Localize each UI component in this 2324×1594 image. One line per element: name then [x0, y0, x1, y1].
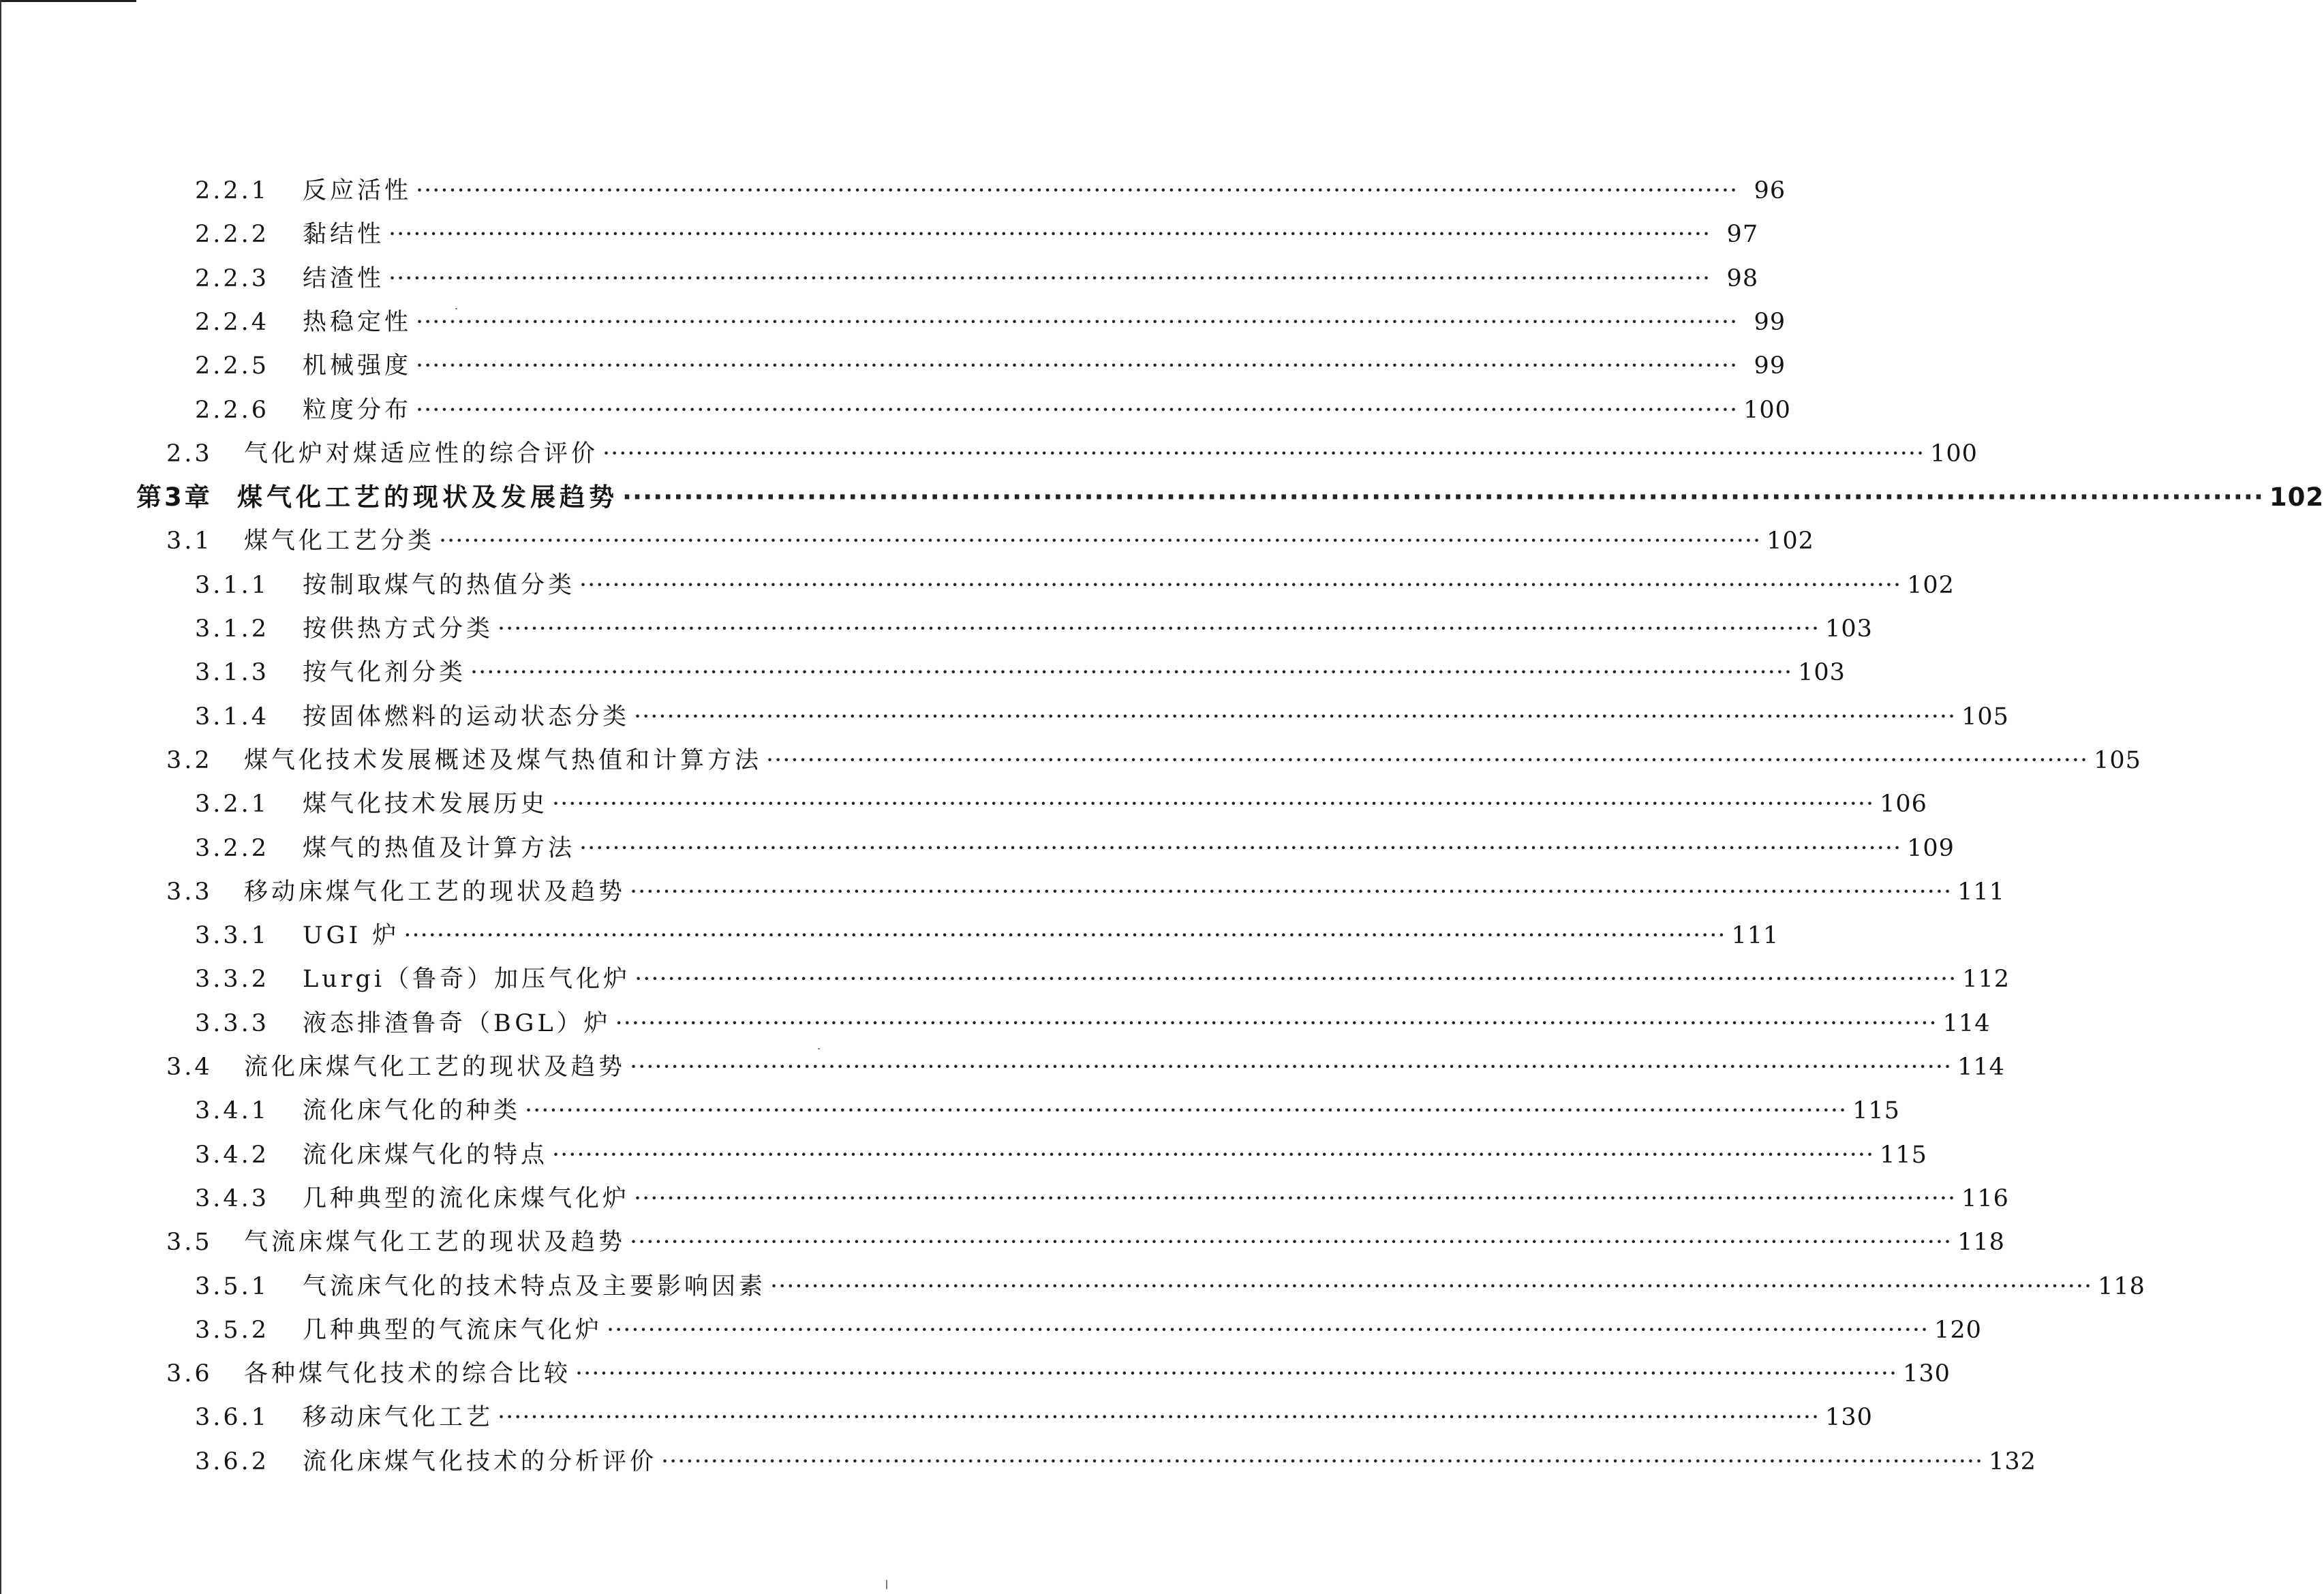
toc-entry-page-number: 132: [1989, 1448, 2036, 1475]
dot-leader: ································································································································································: [634, 1185, 1957, 1212]
toc-entry-number: 3.2.2: [195, 835, 270, 862]
toc-entry[interactable]: [195, 260, 1759, 298]
toc-entry-number: 3.4.2: [195, 1141, 270, 1169]
toc-entry-number: 3.5.1: [195, 1273, 270, 1300]
dot-leader: ································································································································································: [552, 1141, 1875, 1169]
toc-entry-page-number: 103: [1798, 659, 1846, 686]
dot-leader: ································································································································································: [388, 265, 1711, 292]
dot-leader: ································································································································································: [575, 1360, 1898, 1388]
scan-speck: [886, 1580, 887, 1589]
toc-entry-page-number: 118: [2098, 1273, 2145, 1300]
toc-entry[interactable]: [195, 172, 1786, 210]
toc-entry-number: 2.2.6: [195, 397, 270, 424]
toc-entry-number: 3.5.2: [195, 1317, 270, 1344]
dot-leader: ································································································································································: [634, 966, 1957, 993]
toc-entry-page-number: 98: [1726, 265, 1759, 292]
toc-chapter-entry[interactable]: [136, 478, 2324, 517]
toc-entry-page-number: 114: [1957, 1054, 2005, 1081]
toc-entry-page-number: 100: [1743, 397, 1791, 424]
toc-entry-title: UGI 炉: [303, 922, 400, 949]
dot-leader: ································································································································································: [470, 659, 1793, 686]
toc-entry[interactable]: [195, 785, 1927, 823]
toc-entry-page-number: 114: [1942, 1010, 1991, 1037]
toc-entry-number: 2.2.5: [195, 352, 270, 380]
dot-leader: ································································································································································: [661, 1448, 1984, 1475]
toc-entry-number: 3.4.1: [195, 1097, 270, 1124]
toc-entry[interactable]: [195, 829, 1955, 868]
toc-entry[interactable]: [195, 347, 1786, 385]
toc-entry[interactable]: [166, 435, 1978, 473]
toc-entry-number: 3.3.1: [195, 922, 270, 949]
dot-leader: ································································································································································: [498, 615, 1820, 643]
toc-entry[interactable]: [195, 960, 2010, 998]
toc-entry-title: 热稳定性: [303, 309, 412, 336]
top-edge-rule: [0, 0, 136, 2]
toc-entry[interactable]: [166, 1048, 2005, 1086]
toc-entry[interactable]: [166, 522, 1814, 560]
toc-entry-title: 几种典型的气流床气化炉: [303, 1317, 603, 1344]
dot-leader: ································································································································································: [579, 835, 1902, 862]
toc-entry-page-number: 105: [2094, 747, 2141, 774]
toc-entry[interactable]: [195, 1311, 1982, 1349]
toc-entry[interactable]: [195, 1398, 1873, 1437]
dot-leader: ································································································································································: [525, 1097, 1848, 1124]
toc-entry-page-number: 99: [1754, 309, 1786, 336]
toc-entry-number: 2.2.3: [195, 265, 270, 292]
toc-entry-number: 3.2.1: [195, 791, 270, 818]
left-page-edge: [0, 0, 1, 1594]
toc-entry-title: 按供热方式分类: [303, 615, 494, 643]
toc-entry-title: 几种典型的流化床煤气化炉: [303, 1185, 630, 1212]
toc-entry-page-number: 105: [1961, 703, 2009, 731]
toc-entry-title: 气流床气化的技术特点及主要影响因素: [303, 1273, 767, 1300]
dot-leader: ································································································································································: [622, 482, 2264, 512]
toc-entry-title: 按制取煤气的热值分类: [303, 572, 576, 599]
toc-entry-number: 3.1.4: [195, 703, 270, 731]
toc-entry-number: 2.3: [166, 440, 213, 468]
dot-leader: ································································································································································: [770, 1273, 2093, 1300]
dot-leader: ································································································································································: [388, 221, 1711, 248]
toc-entry-page-number: 130: [1825, 1404, 1873, 1431]
toc-entry[interactable]: [195, 1443, 2036, 1481]
toc-entry-title: 煤气化工艺分类: [244, 527, 435, 555]
toc-entry-number: 3.1.2: [195, 615, 270, 643]
dot-leader: ································································································································································: [416, 309, 1739, 336]
toc-entry-title: 移动床气化工艺: [303, 1404, 494, 1431]
toc-entry[interactable]: [195, 566, 1955, 604]
dot-leader: ································································································································································: [766, 747, 2089, 774]
toc-entry-number: 第3章: [136, 482, 213, 512]
dot-leader: ································································································································································: [439, 527, 1762, 555]
toc-entry[interactable]: [166, 1355, 1951, 1393]
dot-leader: ································································································································································: [416, 177, 1739, 204]
toc-entry-page-number: 109: [1907, 835, 1955, 862]
toc-entry[interactable]: [166, 741, 2141, 780]
toc-entry-title: 煤气化技术发展概述及煤气热值和计算方法: [244, 747, 763, 774]
dot-leader: ································································································································································: [552, 791, 1875, 818]
toc-entry-page-number: 97: [1726, 221, 1759, 248]
toc-entry-title: 粒度分布: [303, 397, 412, 424]
toc-entry[interactable]: [195, 917, 1779, 955]
toc-entry[interactable]: [195, 391, 1791, 429]
toc-entry-page-number: 100: [1930, 440, 1978, 468]
toc-entry-title: 气流床煤气化工艺的现状及趋势: [244, 1229, 626, 1256]
dot-leader: ································································································································································: [579, 572, 1902, 599]
toc-entry-number: 2.2.1: [195, 177, 270, 204]
toc-entry-page-number: 106: [1880, 791, 1927, 818]
toc-entry-title: 按气化剂分类: [303, 659, 467, 686]
dot-leader: ································································································································································: [615, 1010, 1938, 1037]
toc-entry-title: 各种煤气化技术的综合比较: [244, 1360, 572, 1388]
toc-entry[interactable]: [166, 1223, 2005, 1261]
toc-entry[interactable]: [195, 1005, 1991, 1043]
toc-entry-number: 2.2.2: [195, 221, 270, 248]
toc-entry-title: 流化床煤气化技术的分析评价: [303, 1448, 658, 1475]
dot-leader: ································································································································································: [607, 1317, 1929, 1344]
toc-entry-page-number: 115: [1880, 1141, 1927, 1169]
toc-entry-number: 3.1.1: [195, 572, 270, 599]
toc-entry-number: 3.3: [166, 878, 213, 906]
toc-entry-title: 气化炉对煤适应性的综合评价: [244, 440, 599, 468]
toc-entry-number: 3.3.3: [195, 1010, 270, 1037]
toc-entry-number: 3.1: [166, 527, 213, 555]
toc-entry-title: 煤气的热值及计算方法: [303, 835, 576, 862]
toc-entry[interactable]: [195, 1268, 2145, 1306]
toc-entry-number: 3.6: [166, 1360, 213, 1388]
toc-entry-title: 流化床煤气化的特点: [303, 1141, 549, 1169]
dot-leader: ································································································································································: [416, 397, 1739, 424]
toc-entry-page-number: 102: [1907, 572, 1955, 599]
dot-leader: ································································································································································: [602, 440, 1925, 468]
toc-entry-number: 3.4.3: [195, 1185, 270, 1212]
toc-entry-number: 3.2: [166, 747, 213, 774]
dot-leader: ································································································································································: [403, 922, 1726, 949]
toc-entry[interactable]: [195, 610, 1873, 648]
toc-entry-number: 3.6.2: [195, 1448, 270, 1475]
toc-entry-title: 煤气化技术发展历史: [303, 791, 549, 818]
toc-entry-page-number: 102: [1767, 527, 1814, 555]
toc-entry-page-number: 103: [1825, 615, 1873, 643]
toc-entry-page-number: 102: [2269, 482, 2324, 512]
toc-entry-title: Lurgi（鲁奇）加压气化炉: [303, 966, 631, 993]
toc-entry-number: 3.6.1: [195, 1404, 270, 1431]
toc-entry[interactable]: [195, 1136, 1927, 1174]
toc-entry-page-number: 96: [1754, 177, 1786, 204]
dot-leader: ································································································································································: [630, 1229, 1953, 1256]
toc-entry-title: 流化床气化的种类: [303, 1097, 521, 1124]
toc-entry-title: 结渣性: [303, 265, 385, 292]
toc-entry-title: 移动床煤气化工艺的现状及趋势: [244, 878, 626, 906]
toc-entry-number: 3.1.3: [195, 659, 270, 686]
toc-entry[interactable]: [195, 1180, 2009, 1218]
toc-entry-page-number: 118: [1957, 1229, 2005, 1256]
toc-entry-title: 按固体燃料的运动状态分类: [303, 703, 630, 731]
toc-entry-number: 2.2.4: [195, 309, 270, 336]
toc-entry-page-number: 130: [1903, 1360, 1951, 1388]
toc-entry-page-number: 99: [1754, 352, 1786, 380]
toc-entry[interactable]: [195, 698, 2009, 736]
toc-entry-number: 3.5: [166, 1229, 213, 1256]
toc-entry-title: 流化床煤气化工艺的现状及趋势: [244, 1054, 626, 1081]
dot-leader: ································································································································································: [634, 703, 1957, 731]
dot-leader: ································································································································································: [498, 1404, 1820, 1431]
toc-entry-page-number: 112: [1962, 966, 2010, 993]
toc-entry-title: 煤气化工艺的现状及发展趋势: [237, 482, 618, 512]
toc-entry-page-number: 111: [1957, 878, 2005, 906]
toc-entry-title: 机械强度: [303, 352, 412, 380]
toc-entry[interactable]: [166, 873, 2005, 911]
dot-leader: ································································································································································: [416, 352, 1739, 380]
toc-entry[interactable]: [195, 654, 1846, 692]
toc-entry-page-number: 115: [1852, 1097, 1900, 1124]
toc-entry-number: 3.3.2: [195, 966, 270, 993]
toc-entry-page-number: 116: [1961, 1185, 2009, 1212]
toc-entry-title: 黏结性: [303, 221, 385, 248]
toc-entry-page-number: 120: [1934, 1317, 1982, 1344]
dot-leader: ································································································································································: [630, 878, 1953, 906]
toc-entry[interactable]: [195, 215, 1759, 254]
dot-leader: ································································································································································: [630, 1054, 1953, 1081]
toc-entry[interactable]: [195, 303, 1786, 341]
toc-entry-page-number: 111: [1731, 922, 1779, 949]
toc-entry-title: 反应活性: [303, 177, 412, 204]
toc-entry[interactable]: [195, 1092, 1900, 1130]
toc-entry-number: 3.4: [166, 1054, 213, 1081]
toc-entry-title: 液态排渣鲁奇（BGL）炉: [303, 1010, 611, 1037]
